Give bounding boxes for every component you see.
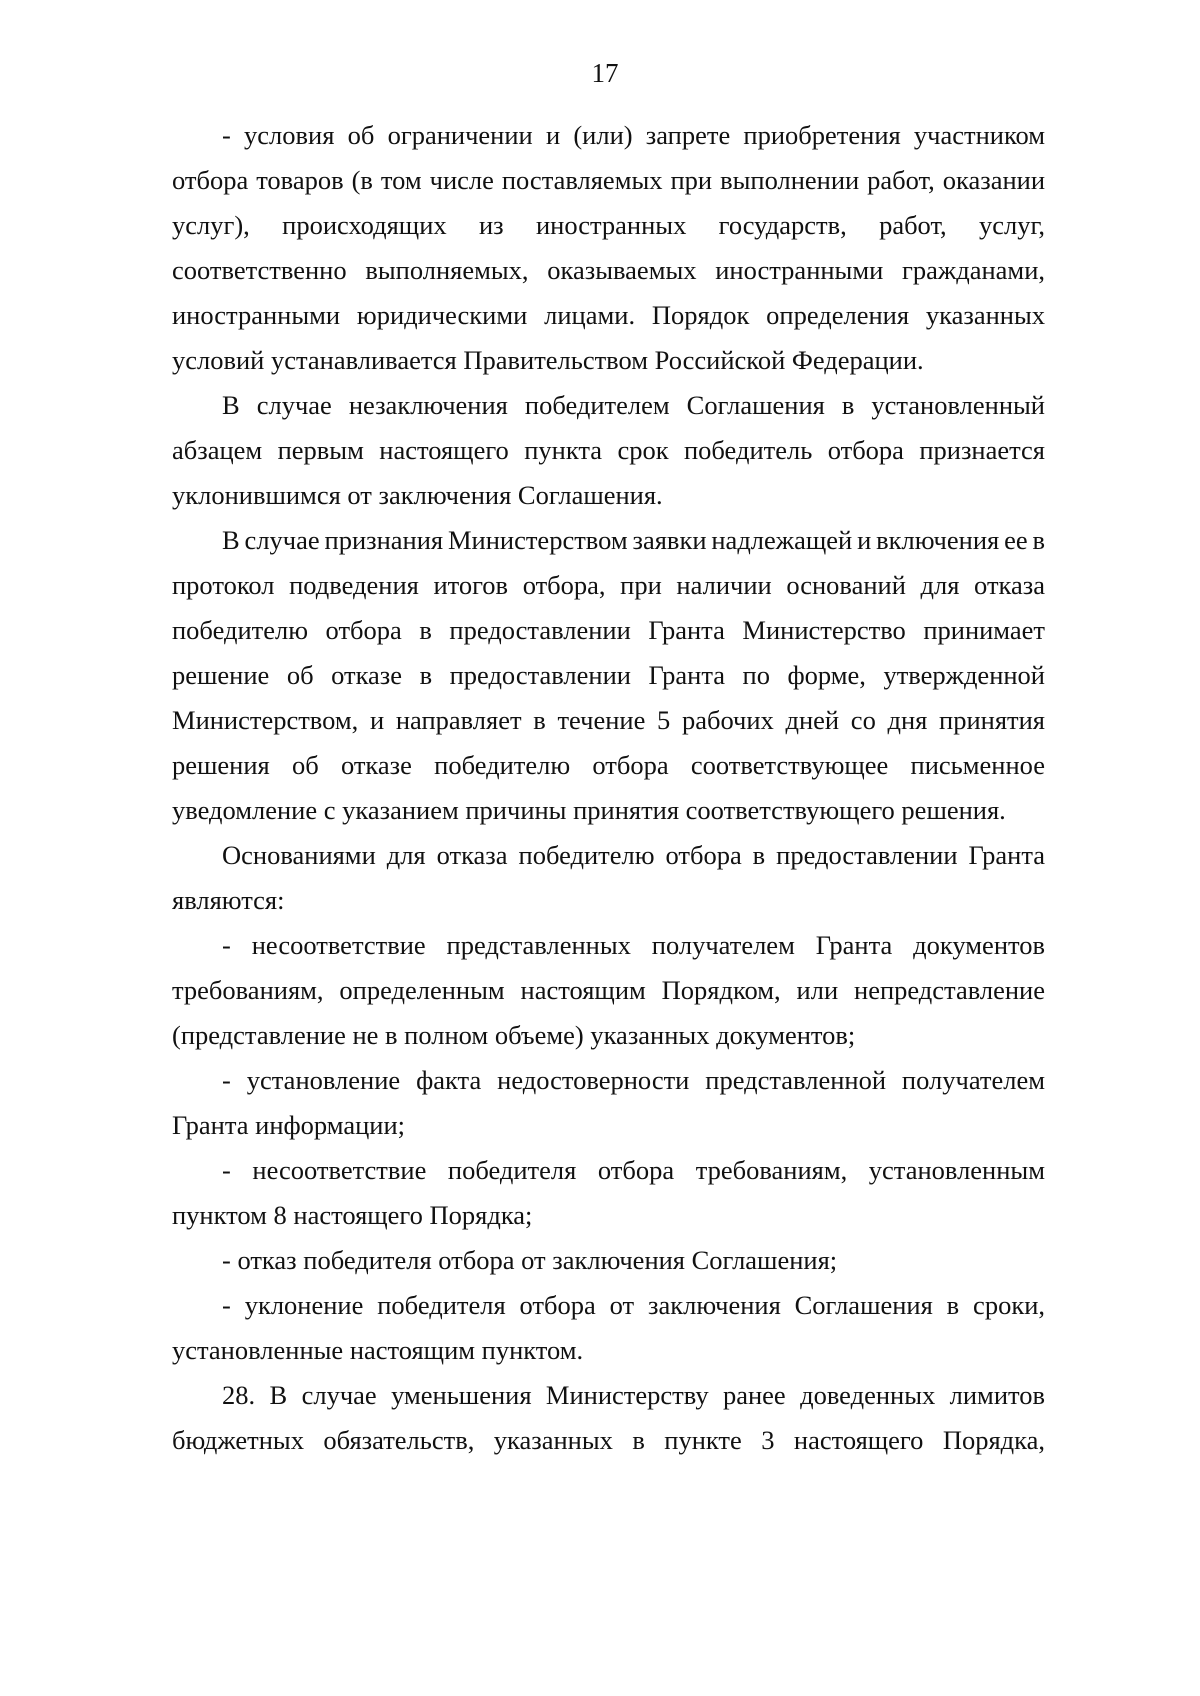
text-line: (представление не в полном объеме) указанных документов; bbox=[172, 1020, 856, 1050]
text-line: абзацем первым настоящего пункта срок победитель отбора признается bbox=[172, 435, 1045, 465]
text-line: В случае признания Министерством заявки надлежащей и включения ее в bbox=[222, 525, 1045, 555]
text-line: уклонившимся от заключения Соглашения. bbox=[172, 480, 663, 510]
text-line: В случае незаключения победителем Соглашения в установленный bbox=[222, 390, 1045, 420]
page-number: 17 bbox=[591, 58, 619, 88]
text-line: решение об отказе в предоставлении Гранта по форме, утвержденной bbox=[172, 660, 1045, 690]
text-line: победителю отбора в предоставлении Гранта Министерство принимает bbox=[172, 615, 1045, 645]
text-line: соответственно выполняемых, оказываемых иностранными гражданами, bbox=[172, 255, 1045, 285]
text-line: Гранта информации; bbox=[172, 1110, 406, 1140]
text-line: - условия об ограничении и (или) запрете приобретения участником bbox=[222, 120, 1045, 150]
text-line: отбора товаров (в том числе поставляемых при выполнении работ, оказании bbox=[172, 165, 1045, 195]
text-line: уведомление с указанием причины принятия соответствующего решения. bbox=[172, 795, 1006, 825]
text-line: - несоответствие победителя отбора требованиям, установленным bbox=[222, 1155, 1045, 1185]
text-line: - несоответствие представленных получателем Гранта документов bbox=[222, 930, 1045, 960]
text-line: Основаниями для отказа победителю отбора в предоставлении Гранта bbox=[222, 840, 1045, 870]
text-line: установленные настоящим пунктом. bbox=[172, 1335, 584, 1365]
text-line: Министерством, и направляет в течение 5 рабочих дней со дня принятия bbox=[172, 705, 1045, 735]
text-line: услуг), происходящих из иностранных государств, работ, услуг, bbox=[172, 210, 1045, 240]
text-line: - отказ победителя отбора от заключения Соглашения; bbox=[222, 1245, 838, 1275]
text-line: - уклонение победителя отбора от заключения Соглашения в сроки, bbox=[222, 1290, 1045, 1320]
text-line: - установление факта недостоверности представленной получателем bbox=[222, 1065, 1045, 1095]
text-line: протокол подведения итогов отбора, при наличии оснований для отказа bbox=[172, 570, 1045, 600]
text-line: иностранными юридическими лицами. Порядок определения указанных bbox=[172, 300, 1045, 330]
text-line: пунктом 8 настоящего Порядка; bbox=[172, 1200, 533, 1230]
text-line: бюджетных обязательств, указанных в пункте 3 настоящего Порядка, bbox=[172, 1425, 1045, 1455]
text-line: решения об отказе победителю отбора соответствующее письменное bbox=[172, 750, 1045, 780]
text-line: 28. В случае уменьшения Министерству ранее доведенных лимитов bbox=[222, 1380, 1045, 1410]
text-line: условий устанавливается Правительством Российской Федерации. bbox=[172, 345, 924, 375]
text-line: являются: bbox=[172, 885, 285, 915]
text-line: требованиям, определенным настоящим Порядком, или непредставление bbox=[172, 975, 1045, 1005]
